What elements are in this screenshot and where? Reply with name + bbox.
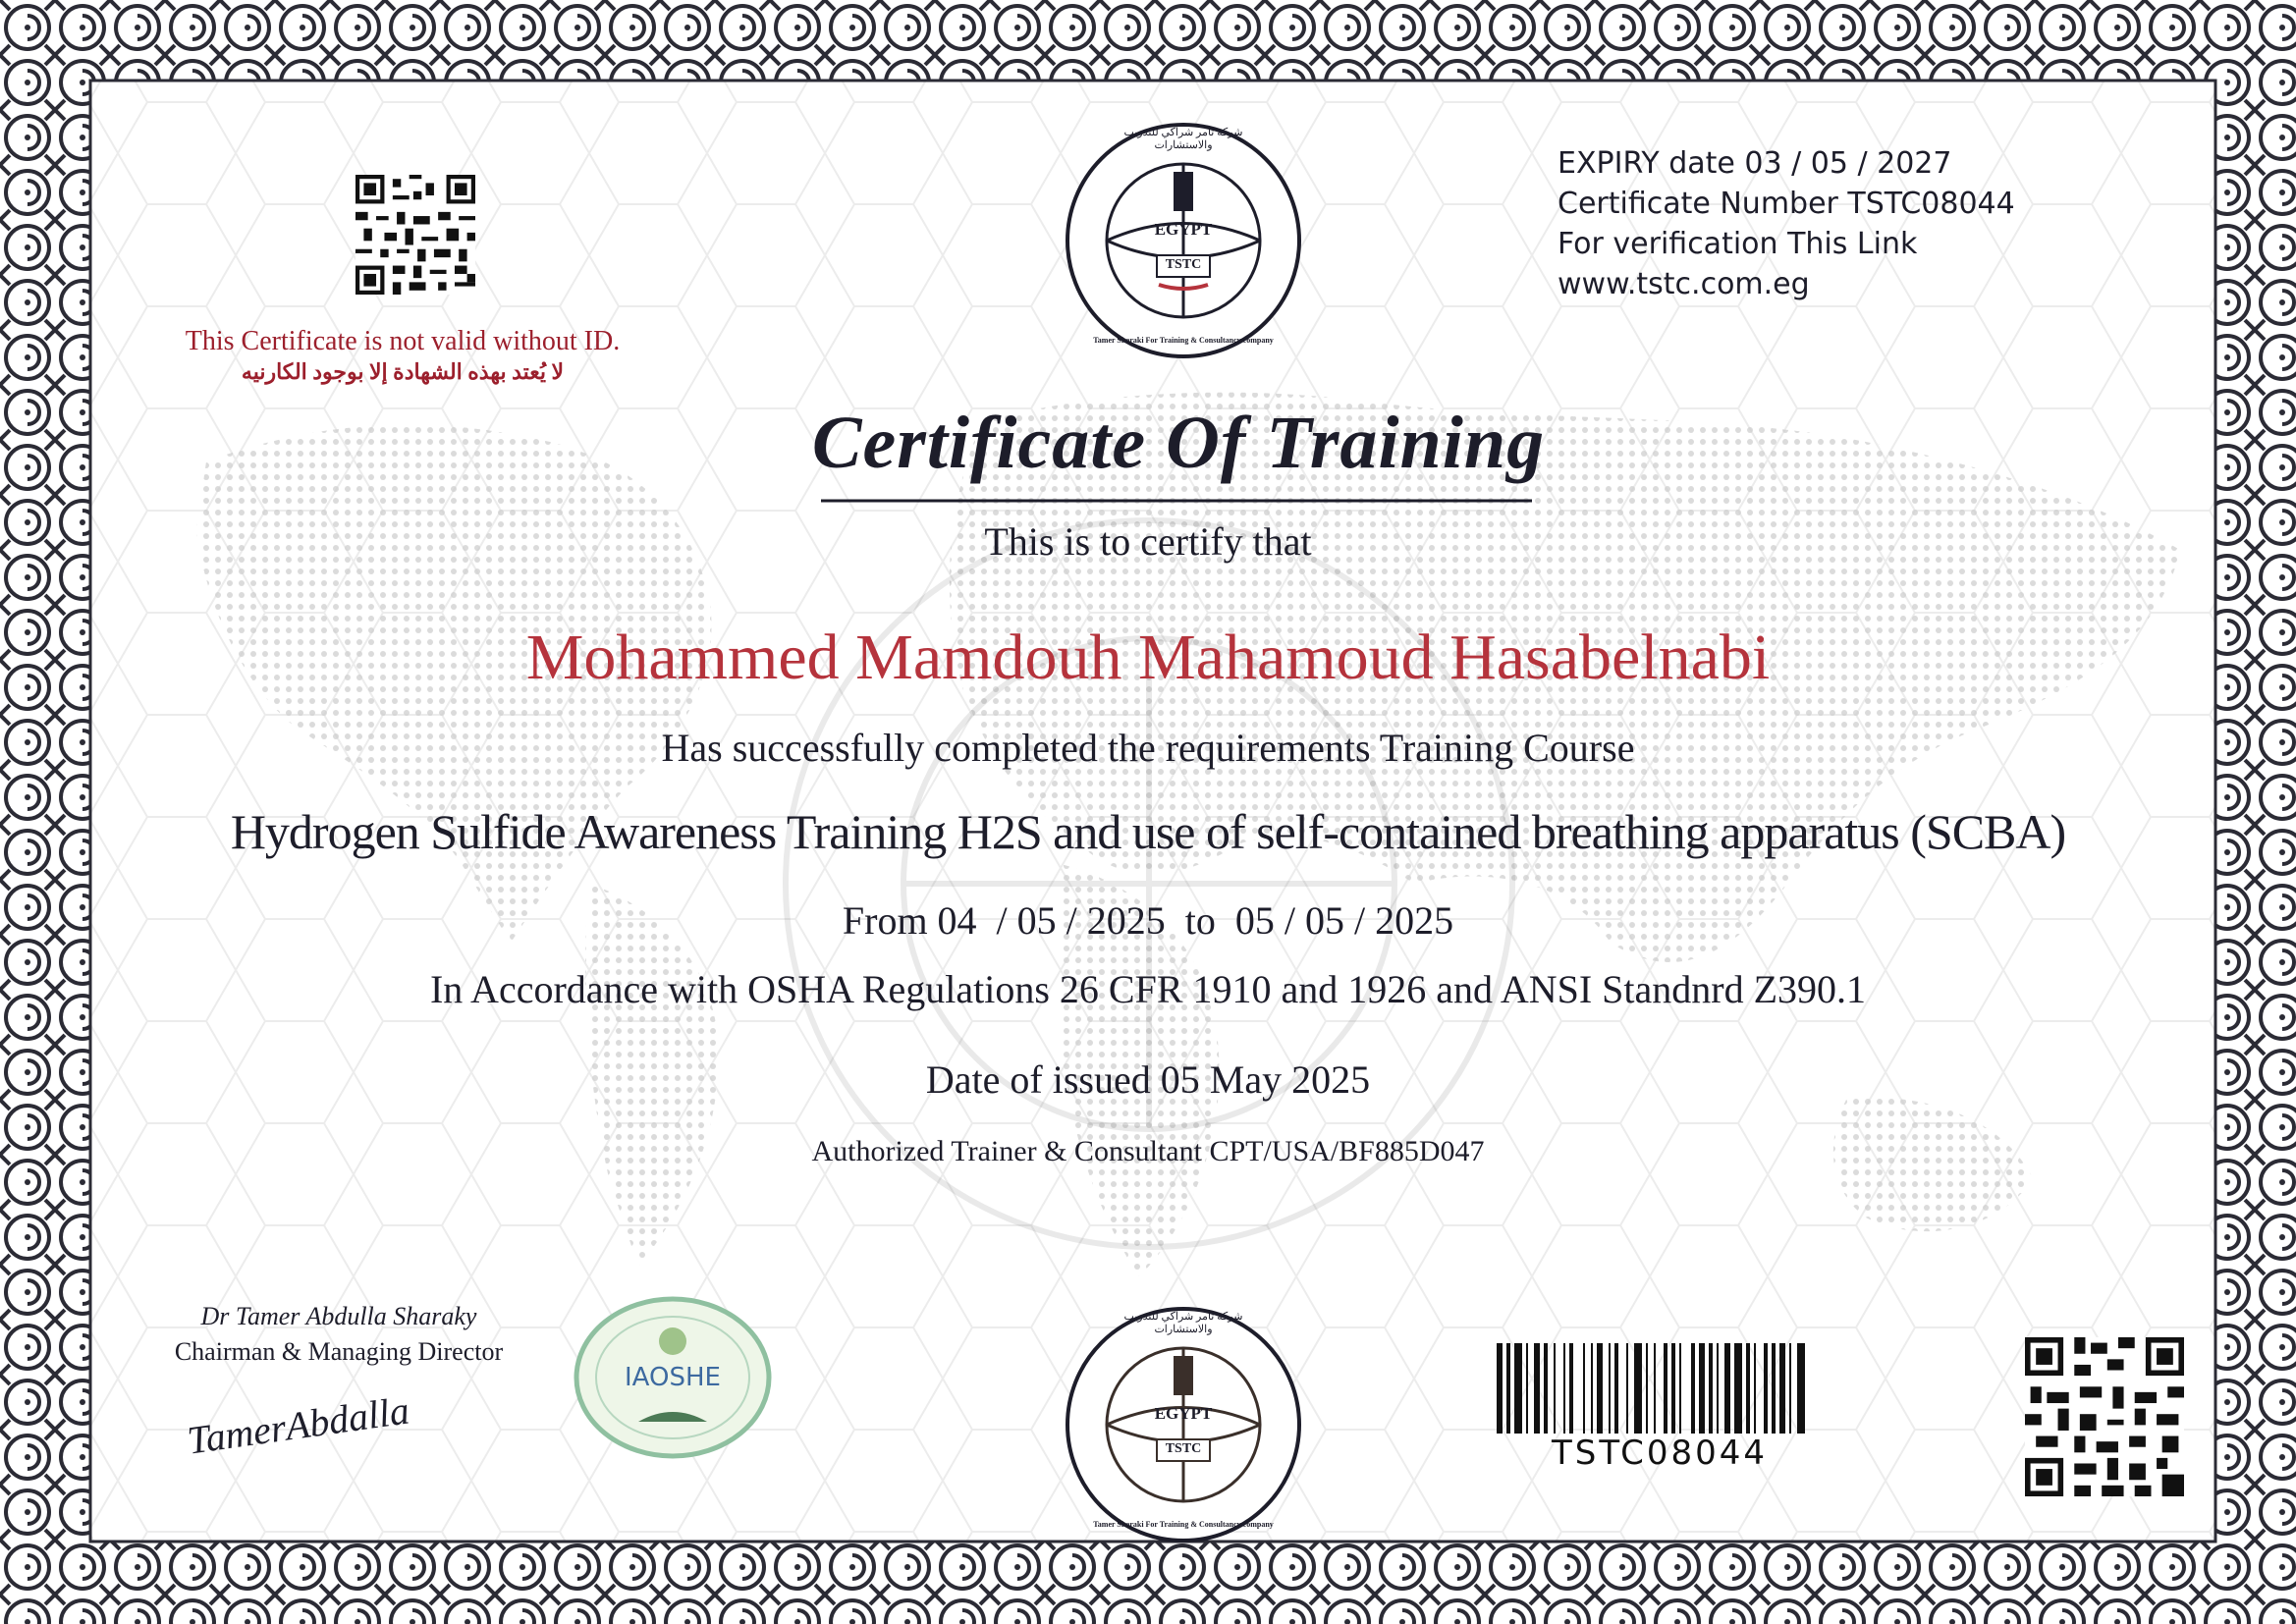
barcode-bar xyxy=(1583,1343,1585,1434)
seal-english-ring: Tamer Sharaki For Training & Consultancy company xyxy=(1093,336,1274,345)
barcode xyxy=(1493,1343,1876,1471)
seal-arabic-ring-bottom: شركة تامر شراكي للتدريب والاستشارات xyxy=(1123,1311,1243,1335)
certificate-number: Certificate Number TSTC08044 xyxy=(1558,187,2015,221)
seal-english-ring-bottom: Tamer Sharaki For Training & Consultancy company xyxy=(1093,1520,1274,1529)
barcode-bar xyxy=(1746,1343,1750,1434)
barcode-bar xyxy=(1764,1343,1768,1434)
barcode-bar xyxy=(1724,1343,1730,1434)
barcode-bar xyxy=(1514,1343,1522,1434)
barcode-bar xyxy=(1797,1343,1805,1434)
barcode-bar xyxy=(1563,1343,1565,1434)
verification-text: For verification This Link xyxy=(1558,227,1918,261)
barcode-bar xyxy=(1671,1343,1675,1434)
barcode-bar xyxy=(1654,1343,1656,1434)
barcode-bar xyxy=(1544,1343,1548,1434)
seal-abbr: TSTC xyxy=(1165,257,1202,272)
barcode-bar xyxy=(1664,1343,1667,1434)
seal-arabic-ring: شركة تامر شراكي للتدريب والاستشارات xyxy=(1123,127,1243,151)
barcode-bar xyxy=(1526,1343,1528,1434)
iaoshe-badge xyxy=(570,1294,776,1461)
barcode-bar xyxy=(1679,1343,1681,1434)
barcode-bar xyxy=(1534,1343,1540,1434)
recipient-name: Mohammed Mamdouh Mahamoud Hasabelnabi xyxy=(525,622,1771,693)
barcode-bar xyxy=(1554,1343,1556,1434)
barcode-bar xyxy=(1506,1343,1510,1434)
tstc-seal-bottom xyxy=(1061,1302,1306,1547)
authorized-trainer: Authorized Trainer & Consultant CPT/USA/BF885D047 xyxy=(811,1135,1485,1167)
signature: TamerAbdalla xyxy=(184,1387,412,1463)
seal-country: EGYPT xyxy=(1154,220,1213,239)
seal-country-bottom: EGYPT xyxy=(1154,1404,1213,1423)
barcode-bar xyxy=(1789,1343,1791,1434)
qr-code-top xyxy=(350,175,481,295)
barcode-bars xyxy=(1493,1343,1876,1434)
signatory-name: Dr Tamer Abdulla Sharaky xyxy=(200,1302,477,1330)
tstc-seal-top xyxy=(1061,118,1306,363)
barcode-bar xyxy=(1734,1343,1742,1434)
intro-line: This is to certify that xyxy=(984,519,1312,564)
barcode-bar xyxy=(1754,1343,1756,1434)
seal-abbr-bottom: TSTC xyxy=(1165,1441,1202,1456)
validity-notice-arabic: لا يُعتد بهذه الشهادة إلا بوجود الكارنيه xyxy=(241,359,565,384)
seal-graphic-bottom xyxy=(1061,1302,1306,1547)
qr-code-bottom xyxy=(2025,1337,2184,1496)
barcode-bar xyxy=(1597,1343,1603,1434)
expiry-date: EXPIRY date 03 / 05 / 2027 xyxy=(1558,146,1952,181)
barcode-bar xyxy=(1614,1343,1618,1434)
certificate-title: Certificate Of Training xyxy=(811,402,1546,484)
barcode-bar xyxy=(1709,1343,1713,1434)
barcode-bar xyxy=(1497,1343,1503,1434)
signatory-block xyxy=(147,1302,530,1367)
barcode-bar xyxy=(1772,1343,1776,1434)
barcode-bar xyxy=(1591,1343,1593,1434)
barcode-bar xyxy=(1691,1343,1695,1434)
issue-date: Date of issued 05 May 2025 xyxy=(925,1057,1371,1102)
certificate-info xyxy=(1558,143,2015,304)
barcode-bar xyxy=(1609,1343,1611,1434)
osha-accordance: In Accordance with OSHA Regulations 26 CFR 1910 and 1926 and ANSI Standnrd Z390.1 xyxy=(429,967,1867,1011)
barcode-bar xyxy=(1717,1343,1719,1434)
validity-notice-english: This Certificate is not valid without ID. xyxy=(185,326,621,356)
validity-notice xyxy=(147,326,658,385)
signatory-role: Chairman & Managing Director xyxy=(174,1337,504,1366)
barcode-bar xyxy=(1569,1343,1573,1434)
barcode-bar xyxy=(1626,1343,1628,1434)
verification-link[interactable]: www.tstc.com.eg xyxy=(1558,267,1810,301)
barcode-bar xyxy=(1646,1343,1648,1434)
course-period: From 04 / 05 / 2025 to 05 / 05 / 2025 xyxy=(842,898,1454,943)
barcode-bar xyxy=(1779,1343,1785,1434)
course-name: Hydrogen Sulfide Awareness Training H2S and use of self-contained breathing apparatus (SCBA) xyxy=(230,804,2066,859)
iaoshe-label: IAOSHE xyxy=(625,1363,721,1392)
barcode-bar xyxy=(1699,1343,1705,1434)
barcode-text: TSTC08044 xyxy=(1552,1434,1769,1473)
seal-graphic xyxy=(1061,118,1306,363)
barcode-bar xyxy=(1634,1343,1642,1434)
completion-line: Has successfully completed the requirements Training Course xyxy=(661,726,1635,770)
